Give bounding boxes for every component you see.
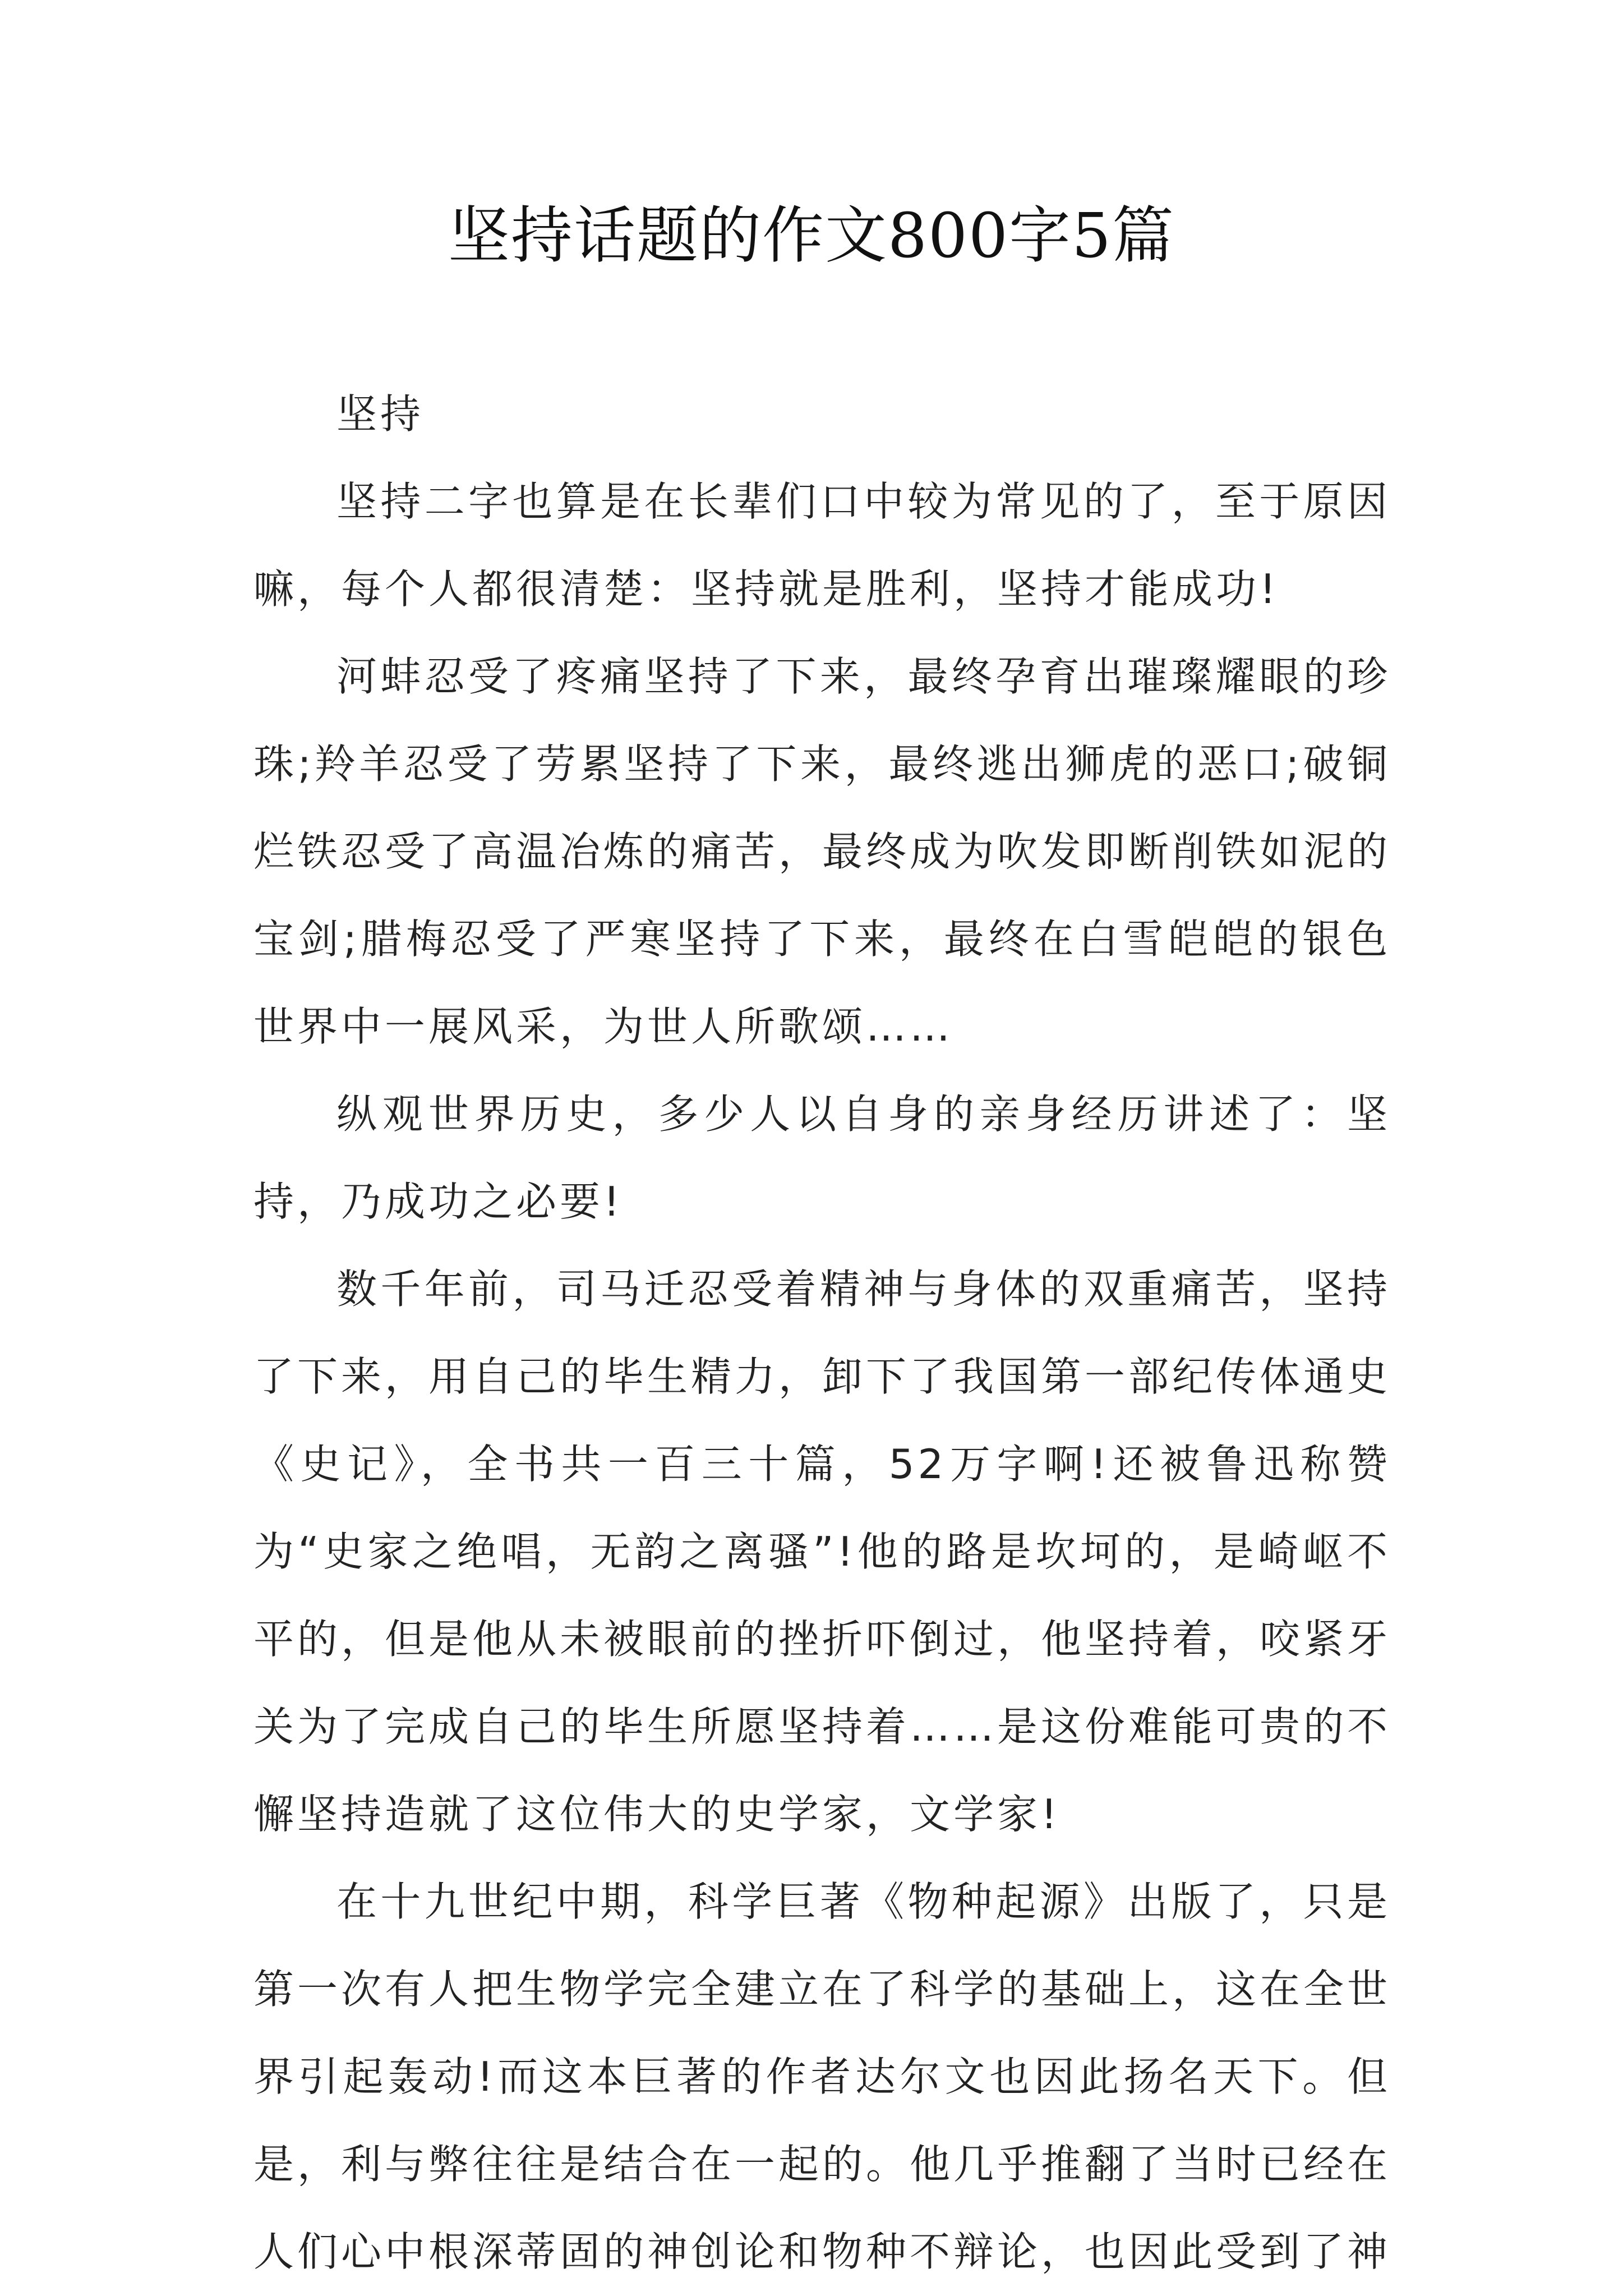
- paragraph: 坚持二字也算是在长辈们口中较为常见的了，至于原因嘛，每个人都很清楚：坚持就是胜利，坚持才能成功!: [253, 478, 1391, 613]
- paragraph-heading: 坚持: [336, 390, 425, 438]
- paragraph: 数千年前，司马迁忍受着精神与身体的双重痛苦，坚持了下来，用自己的毕生精力，卸下了我国第一部纪传体通史《史记》，全书共一百三十篇，52万字啊!还被鲁迅称赞为“史家之绝唱，无韵之离骚”!他的路是坎坷的，是崎岖不平的，但是他从未被眼前的挫折吓倒过，他坚持着，咬紧牙关为了完成自己的毕生所愿坚持着……是这份难能可贵的不懈坚持造就了这位伟大的史学家，文学家!: [253, 1266, 1391, 1838]
- document-body: [253, 370, 1391, 2295]
- paragraph: 纵观世界历史，多少人以自身的亲身经历讲述了：坚持，乃成功之必要!: [253, 1091, 1391, 1225]
- paragraph: 河蚌忍受了疼痛坚持了下来，最终孕育出璀璨耀眼的珍珠;羚羊忍受了劳累坚持了下来，最终逃出狮虎的恶口;破铜烂铁忍受了高温冶炼的痛苦，最终成为吹发即断削铁如泥的宝剑;腊梅忍受了严寒坚持了下来，最终在白雪皑皑的银色世界中一展风采，为世人所歌颂……: [253, 653, 1391, 1050]
- paragraph: 在十九世纪中期，科学巨著《物种起源》出版了，只是第一次有人把生物学完全建立在了科学的基础上，这在全世界引起轰动!而这本巨著的作者达尔文也因此扬名天下。但是，利与弊往往是结合在一起的。他几乎推翻了当时已经在人们心中根深蒂固的神创论和物种不辩论，也因此受到了神: [253, 1878, 1391, 2275]
- document-title: 坚持话题的作文800字5篇: [448, 200, 1175, 272]
